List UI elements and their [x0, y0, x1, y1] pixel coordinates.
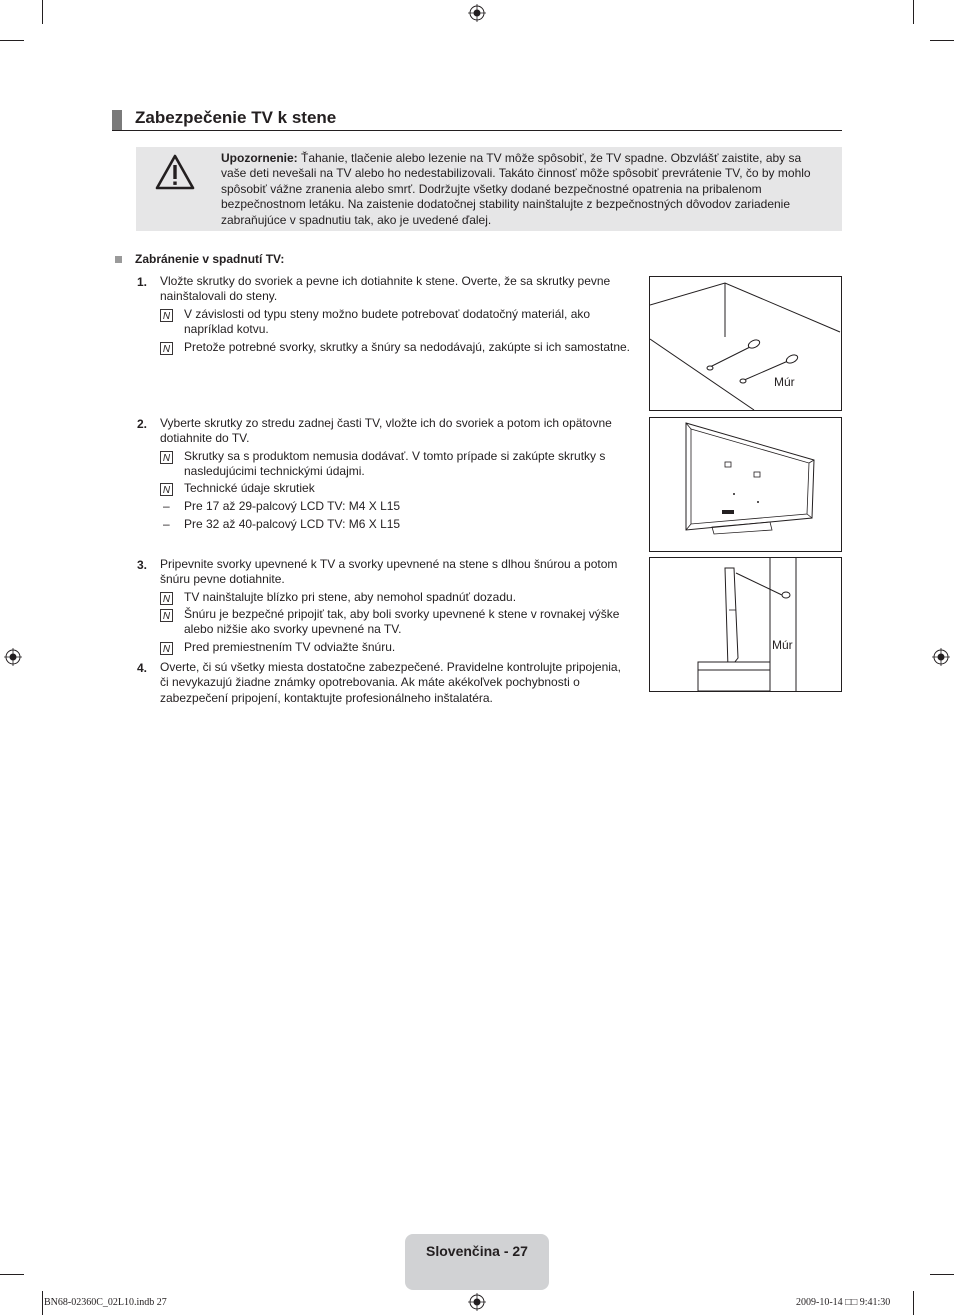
figure-tv-rear: [649, 417, 842, 552]
crop-mark: [930, 40, 954, 41]
crop-mark: [42, 0, 43, 24]
section-marker: [112, 110, 122, 130]
spec-item: Pre 32 až 40-palcový LCD TV: M6 X L15: [184, 517, 401, 531]
step-number: 3.: [137, 558, 148, 572]
step-number: 2.: [137, 417, 148, 431]
note-text: V závislosti od typu steny možno budete potrebovať dodatočný materiál, ako napríklad kotvu.: [184, 307, 591, 337]
registration-mark-icon: [468, 1293, 486, 1311]
section-title: Zabezpečenie TV k stene: [135, 108, 337, 127]
note-icon: [160, 451, 173, 464]
date-slug: 2009-10-14 □□ 9:41:30: [796, 1297, 891, 1308]
warning-label: Upozornenie:: [221, 151, 298, 165]
warning-body: Ťahanie, tlačenie alebo lezenie na TV môže spôsobiť, že TV spadne. Obzvlášť zaistite, aby sa vaše deti nevešali na TV alebo ho nedestabilizovali. Takáto činnosť môže spôsobiť prevrátenie TV, čo by mohlo spôsobiť vážne zranenia alebo smrť. Dodržujte všetky dodané bezpečnostné opatrenia na pribalenom bezpečnostnom letáku. Na zaistenie dodatočnej stability nainštalujte z bezpečnostných dôvodov zariadenie zabraňujúce v spadnutiu tak, ako je uvedené ďalej.: [221, 151, 811, 227]
step-text: Vyberte skrutky zo stredu zadnej časti TV, vložte ich do svoriek a potom ich opätovne dotiahnite do TV.: [160, 416, 612, 446]
page-label: Slovenčina - 27: [426, 1243, 528, 1259]
step-text: Pripevnite svorky upevnené k TV a svorky upevnené na stene s dlhou šnúrou a potom šnúru pevne dotiahnite.: [160, 557, 618, 587]
figure-tv-side: [649, 557, 842, 692]
registration-mark-icon: [932, 648, 950, 666]
section-divider: [112, 130, 842, 131]
file-slug: BN68-02360C_02L10.indb 27: [44, 1297, 167, 1308]
svg-text:N: N: [162, 594, 171, 605]
crop-mark: [42, 1291, 43, 1315]
svg-text:N: N: [162, 311, 171, 322]
svg-text:N: N: [162, 344, 171, 355]
bullet-square: [115, 256, 122, 263]
note-icon: [160, 342, 173, 355]
dash-bullet: –: [163, 517, 170, 531]
wall-label: Múr: [774, 375, 795, 389]
step-number: 1.: [137, 275, 148, 289]
wall-corner-illustration: [650, 277, 841, 410]
svg-text:N: N: [162, 485, 171, 496]
note-text: Pretože potrebné svorky, skrutky a šnúry sa nedodávajú, zakúpte si ich samostatne.: [184, 340, 631, 354]
svg-text:N: N: [162, 611, 171, 622]
svg-text:N: N: [162, 644, 171, 655]
note-icon: [160, 642, 173, 655]
registration-mark-icon: [4, 648, 22, 666]
crop-mark: [930, 1274, 954, 1275]
tv-side-illustration: [650, 558, 841, 691]
warning-triangle-icon: [155, 154, 195, 190]
dash-bullet: –: [163, 499, 170, 513]
tv-rear-illustration: [650, 418, 841, 551]
note-text: Šnúru je bezpečné pripojiť tak, aby boli svorky upevnené k stene v rovnakej výške alebo nižšie ako svorky upevnené na TV.: [184, 607, 620, 637]
crop-mark: [0, 40, 24, 41]
note-icon: [160, 609, 173, 622]
note-text: Technické údaje skrutiek: [184, 481, 315, 495]
note-icon: [160, 483, 173, 496]
step-number: 4.: [137, 661, 148, 675]
crop-mark: [0, 1274, 24, 1275]
svg-text:N: N: [162, 453, 171, 464]
note-text: Skrutky sa s produktom nemusia dodávať. V tomto prípade si zakúpte skrutky s nasledujúcimi technickými údajmi.: [184, 449, 606, 479]
crop-mark: [913, 1291, 914, 1315]
note-text: Pred premiestnením TV odviažte šnúru.: [184, 640, 396, 654]
step-text: Overte, či sú všetky miesta dostatočne zabezpečené. Pravidelne kontrolujte pripojenia, či nevykazujú žiadne známky opotrebovania. Ak máte akékoľvek pochybnosti o zabezpečení pripojení, kontaktujte profesionálneho inštalatéra.: [160, 660, 621, 705]
subheading: Zabránenie v spadnutí TV:: [135, 252, 285, 266]
wall-label: Múr: [772, 638, 793, 652]
registration-mark-icon: [468, 4, 486, 22]
note-icon: [160, 309, 173, 322]
warning-text: [221, 151, 816, 228]
step-text: Vložte skrutky do svoriek a pevne ich dotiahnite k stene. Overte, že sa skrutky pevne nainštalovali do steny.: [160, 274, 611, 304]
figure-wall-brackets: [649, 276, 842, 411]
crop-mark: [913, 0, 914, 24]
note-icon: [160, 592, 173, 605]
spec-item: Pre 17 až 29-palcový LCD TV: M4 X L15: [184, 499, 401, 513]
note-text: TV nainštalujte blízko pri stene, aby nemohol spadnúť dozadu.: [184, 590, 517, 604]
